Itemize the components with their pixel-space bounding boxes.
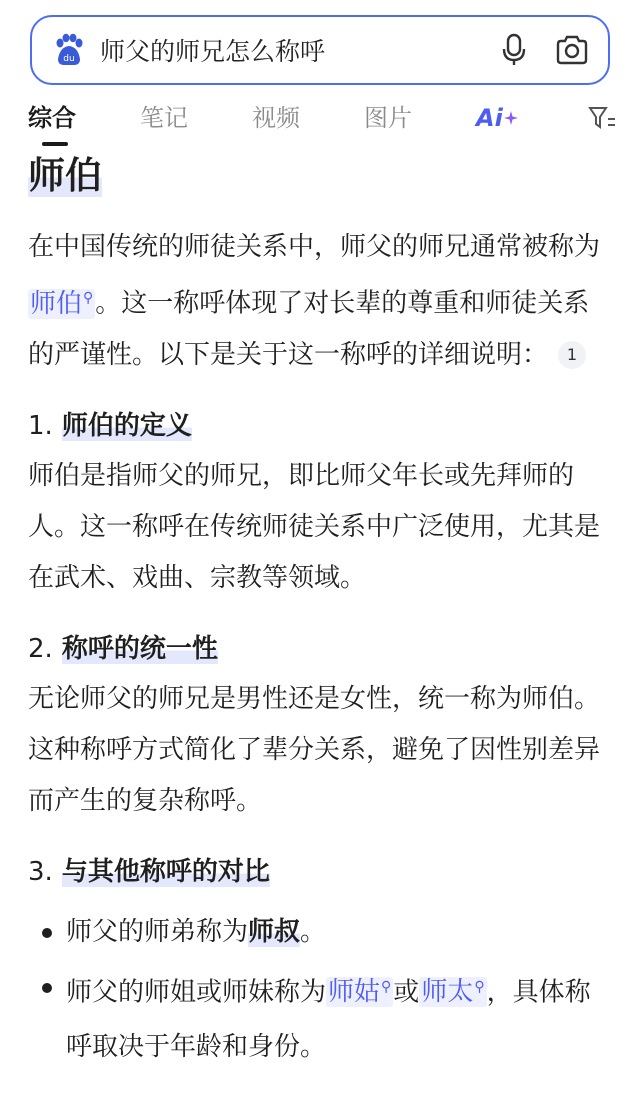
camera-icon[interactable] [552,30,592,70]
result-tabs [0,96,640,148]
search-small-icon: ⚲ [474,978,485,995]
baidu-logo-icon [52,33,86,67]
tab-notes[interactable]: 笔记 [140,104,188,132]
tab-images[interactable]: 图片 [364,104,412,132]
term-link-shibo[interactable]: 师伯⚲ [28,289,95,319]
search-input[interactable]: 师父的师兄怎么称呼 [100,37,326,66]
tab-ai[interactable] [476,96,588,140]
section-heading-1: 1. 师伯的定义 [28,410,192,441]
section-text-1: 师伯是指师父的师兄，即比师父年长或先拜师的人。这一称呼在传统师徒关系中广泛使用，尤其是在武术、戏曲、宗教等领域。 [28,460,601,593]
search-small-icon: ⚲ [83,290,94,306]
filter-icon[interactable] [588,96,628,140]
tab-all[interactable]: 综合 [28,96,140,148]
citation-badge[interactable]: 1 [558,341,586,369]
search-small-icon: ⚲ [381,978,392,995]
term-shishu: 师叔 [248,916,301,947]
tab-ai-label: Ai [476,104,503,132]
microphone-icon[interactable] [494,30,534,70]
intro-paragraph: 在中国传统的师徒关系中，师父的师兄通常被称为师伯⚲。这一称呼体现了对长辈的尊重和师徒关系的严谨性。以下是关于这一称呼的详细说明： 1 [28,232,601,370]
tab-videos[interactable]: 视频 [252,104,300,132]
term-link-shigu[interactable]: 师姑⚲ [326,977,393,1007]
term-link-shitai[interactable]: 师太⚲ [419,977,486,1007]
list-item: 师父的师弟称为师叔。 [28,905,612,960]
section-heading-2: 2. 称呼的统一性 [28,633,218,664]
svg-text:du: du [63,54,75,64]
answer-content [28,150,612,1075]
comparison-list [28,905,612,1076]
section-heading-3: 3. 与其他称呼的对比 [28,856,270,887]
section-text-2: 无论师父的师兄是男性还是女性，统一称为师伯。这种称呼方式简化了辈分关系，避免了因性别差异而产生的复杂称呼。 [28,683,601,816]
search-bar[interactable] [30,15,610,85]
answer-title: 师伯 [28,154,102,197]
sparkle-icon [503,110,519,126]
list-item: 师父的师姐或师妹称为师姑⚲或师太⚲，具体称呼取决于年龄和身份。 [28,960,612,1076]
